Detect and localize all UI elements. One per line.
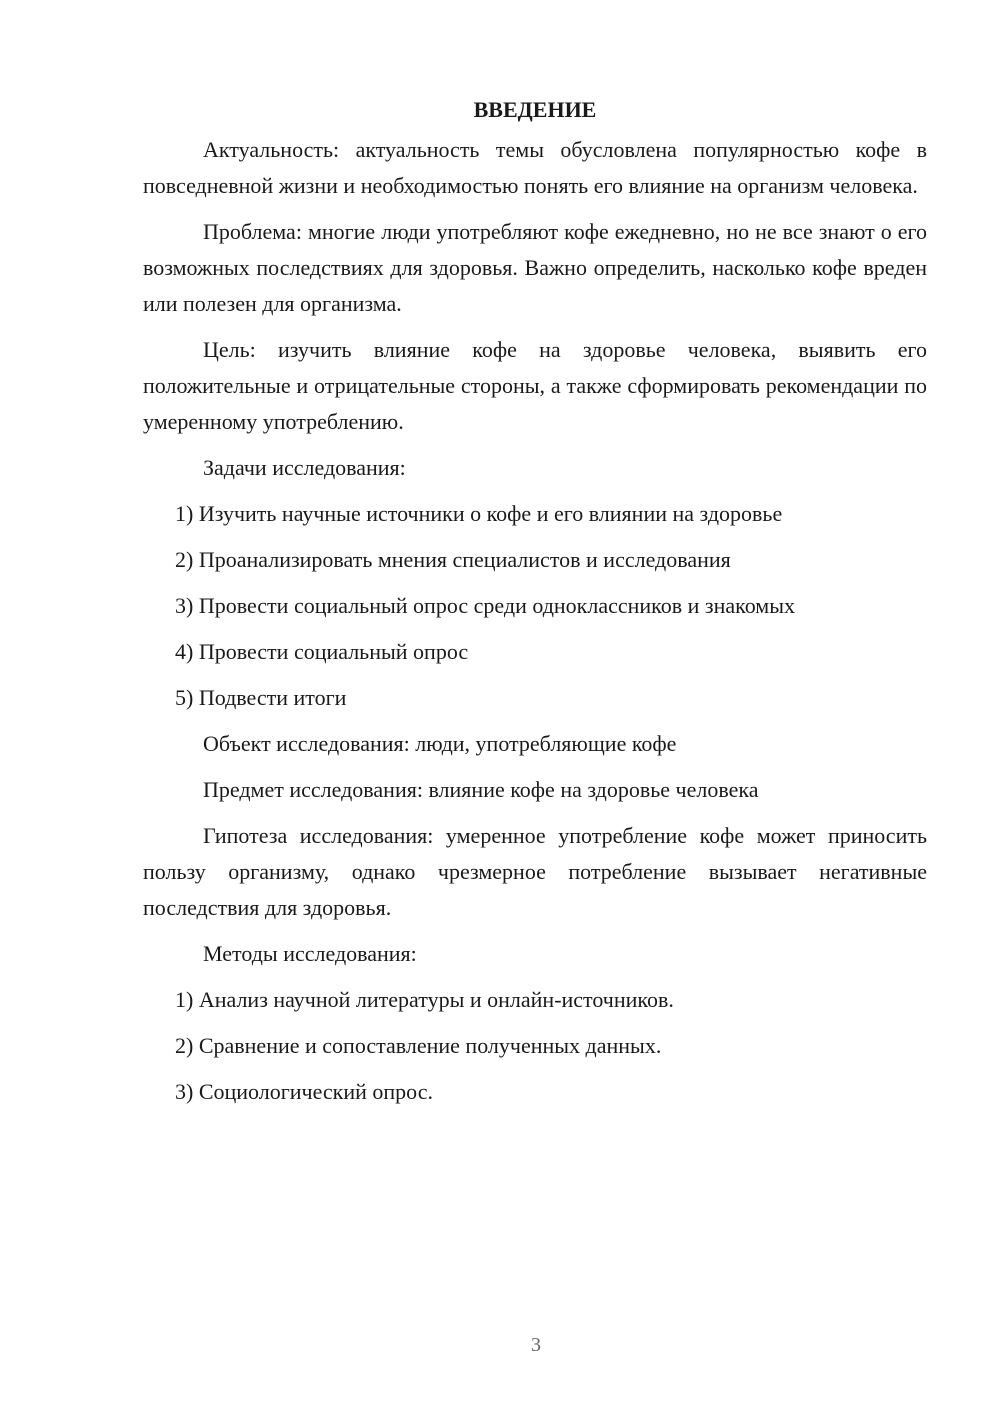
document-body — [143, 92, 927, 1120]
method-item: 2) Сравнение и сопоставление полученных данных. — [175, 1033, 662, 1058]
method-item: 3) Социологический опрос. — [175, 1079, 433, 1104]
paragraph-actuality: Актуальность: актуальность темы обусловлена популярностью кофе в повседневной жизни и необходимостью понять его влияние на организм человека. — [143, 137, 927, 198]
task-item: 2) Проанализировать мнения специалистов и исследования — [175, 547, 731, 572]
paragraph-problem: Проблема: многие люди употребляют кофе ежедневно, но не все знают о его возможных последствиях для здоровья. Важно определить, насколько кофе вреден или полезен для организма. — [143, 219, 927, 316]
section-title: ВВЕДЕНИЕ — [473, 97, 597, 122]
research-object: Объект исследования: люди, употребляющие кофе — [203, 731, 677, 756]
research-subject: Предмет исследования: влияние кофе на здоровье человека — [203, 777, 759, 802]
task-item: 5) Подвести итоги — [175, 685, 347, 710]
page-number: 3 — [531, 1334, 541, 1356]
tasks-heading: Задачи исследования: — [203, 455, 406, 480]
method-item: 1) Анализ научной литературы и онлайн-источников. — [175, 987, 674, 1012]
paragraph-hypothesis: Гипотеза исследования: умеренное употребление кофе может приносить пользу организму, однако чрезмерное потребление вызывает негативные последствия для здоровья. — [143, 823, 927, 920]
task-item: 4) Провести социальный опрос — [175, 639, 469, 664]
task-item: 3) Провести социальный опрос среди одноклассников и знакомых — [175, 593, 795, 618]
task-item: 1) Изучить научные источники о кофе и его влиянии на здоровье — [175, 501, 783, 526]
methods-heading: Методы исследования: — [203, 941, 417, 966]
paragraph-goal: Цель: изучить влияние кофе на здоровье человека, выявить его положительные и отрицательные стороны, а также сформировать рекомендации по умеренному употреблению. — [143, 337, 927, 434]
